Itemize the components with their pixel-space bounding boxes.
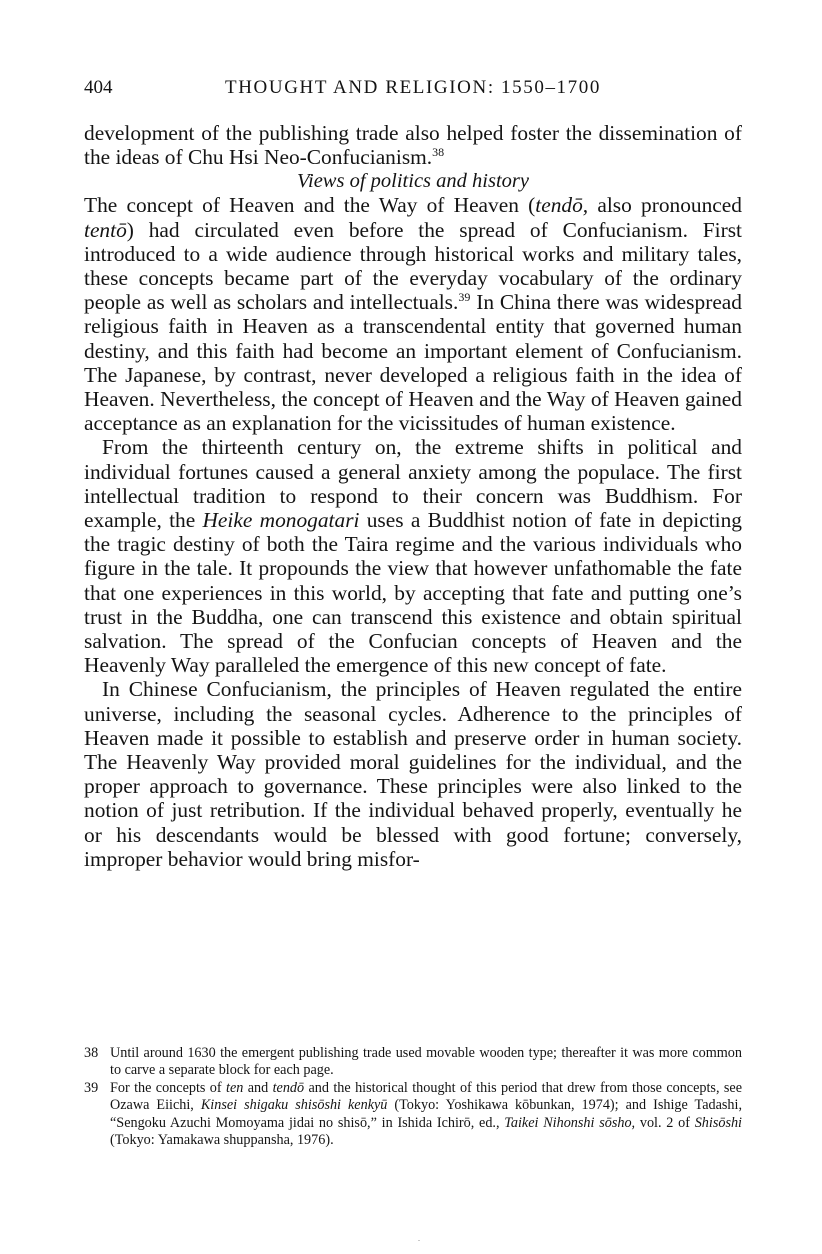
- footnote-number: 39: [84, 1079, 99, 1096]
- paragraph-chinese-confucianism: In Chinese Confucianism, the principles of Heaven regulated the entire universe, including the seasonal cycles. Adherence to the principles of Heaven made it possible to establish and preserve order in human society. The Heavenly Way provided moral guidelines for the individual, and the proper approach to governance. These principles were also linked to the notion of just retribution. If the individual behaved properly, eventually he or his descendants would be blessed with good fortune; conversely, improper behavior would bring misfor-: [84, 677, 742, 871]
- paragraph-heaven-concept: [84, 193, 742, 435]
- running-head: [84, 74, 742, 102]
- paragraph-text: In China there was widespread religious faith in Heaven as a transcendental entity that governed human destiny, and this faith had become an important element of Confucianism. The Japanese, by contrast, never developed a religious faith in the idea of Heaven. Nevertheless, the concept of Heaven and the Way of Heaven gained acceptance as an explanation for the vicissitudes of human existence.: [84, 290, 742, 436]
- opening-paragraph: [84, 121, 742, 169]
- opening-paragraph-text: development of the publishing trade also helped foster the dissemination of the ideas of Chu Hsi Neo-Confucianism.: [84, 121, 742, 170]
- term-tento: tentō: [84, 217, 127, 242]
- footnote-ref-39: 39: [458, 290, 471, 305]
- footnote-book-title: Shisōshi: [694, 1114, 743, 1131]
- page-mark: .: [418, 1234, 420, 1243]
- running-title: THOUGHT AND RELIGION: 1550–1700: [225, 77, 601, 98]
- footnote-text: (Tokyo: Yoshikawa kōbunkan, 1974); and Ishige Tadashi, “Sengoku Azuchi Momoyama jidai no shisō,” in Ishida Ichirō, ed.,: [110, 1097, 742, 1131]
- footnote-term: ten: [226, 1079, 244, 1096]
- paragraph-text: The concept of Heaven and the Way of Heaven (: [84, 193, 536, 218]
- footnote-book-title: Kinsei shigaku shisōshi kenkyū: [200, 1097, 388, 1114]
- work-title-heike: Heike monogatari: [202, 508, 360, 533]
- term-tendo: tendō,: [535, 193, 589, 218]
- footnote-39: [84, 1080, 742, 1150]
- section-heading: Views of politics and history: [297, 170, 529, 193]
- paragraph-buddhism: [84, 435, 742, 677]
- footnote-text: and the historical thought of this period that drew from those concepts, see Ozawa Eiichi,: [110, 1079, 742, 1114]
- paragraph-text: ) had circulated even before the spread of Confucianism. First introduced to a wide audience through historical works and military tales, these concepts became part of the everyday vocabulary of the ordinary people as well as scholars and intellectuals.: [84, 217, 742, 315]
- paragraph-text: uses a Buddhist notion of fate in depicting the tragic destiny of both the Taira regime and the various individuals who figure in the tale. It propounds the view that however unfathomable the fate that one experiences in this world, by accepting that fate and putting one’s trust in the Buddha, one can transcend this existence and obtain spiritual salvation. The spread of the Confucian concepts of Heaven and the Heavenly Way paralleled the emergence of this new concept of fate.: [84, 508, 742, 678]
- footnote-number: 38: [84, 1045, 99, 1061]
- paragraph-text: also pronounced: [588, 193, 742, 218]
- paragraph-text: From the thirteenth century on, the extreme shifts in political and individual fortunes caused a general anxiety among the populace. The first intellectual tradition to respond to their concern was Buddhism. For example, the: [84, 435, 742, 533]
- footnote-book-title: Taikei Nihonshi sōsho,: [504, 1114, 636, 1131]
- page-number: 404: [84, 77, 113, 98]
- footnotes: [84, 1045, 742, 1149]
- footnote-text: (Tokyo: Yamakawa shuppansha, 1976).: [110, 1132, 334, 1149]
- footnote-text: and: [243, 1079, 273, 1096]
- footnote-text: vol. 2 of: [635, 1114, 695, 1131]
- footnote-term: tendō: [272, 1079, 305, 1096]
- footnote-text: For the concepts of: [110, 1079, 226, 1096]
- main-text: [84, 121, 742, 871]
- footnote-38: [84, 1045, 742, 1080]
- footnote-text: Until around 1630 the emergent publishing trade used movable wooden type; thereafter it was more common to carve a separate block for each page.: [110, 1045, 742, 1079]
- footnote-ref-38: 38: [432, 145, 445, 160]
